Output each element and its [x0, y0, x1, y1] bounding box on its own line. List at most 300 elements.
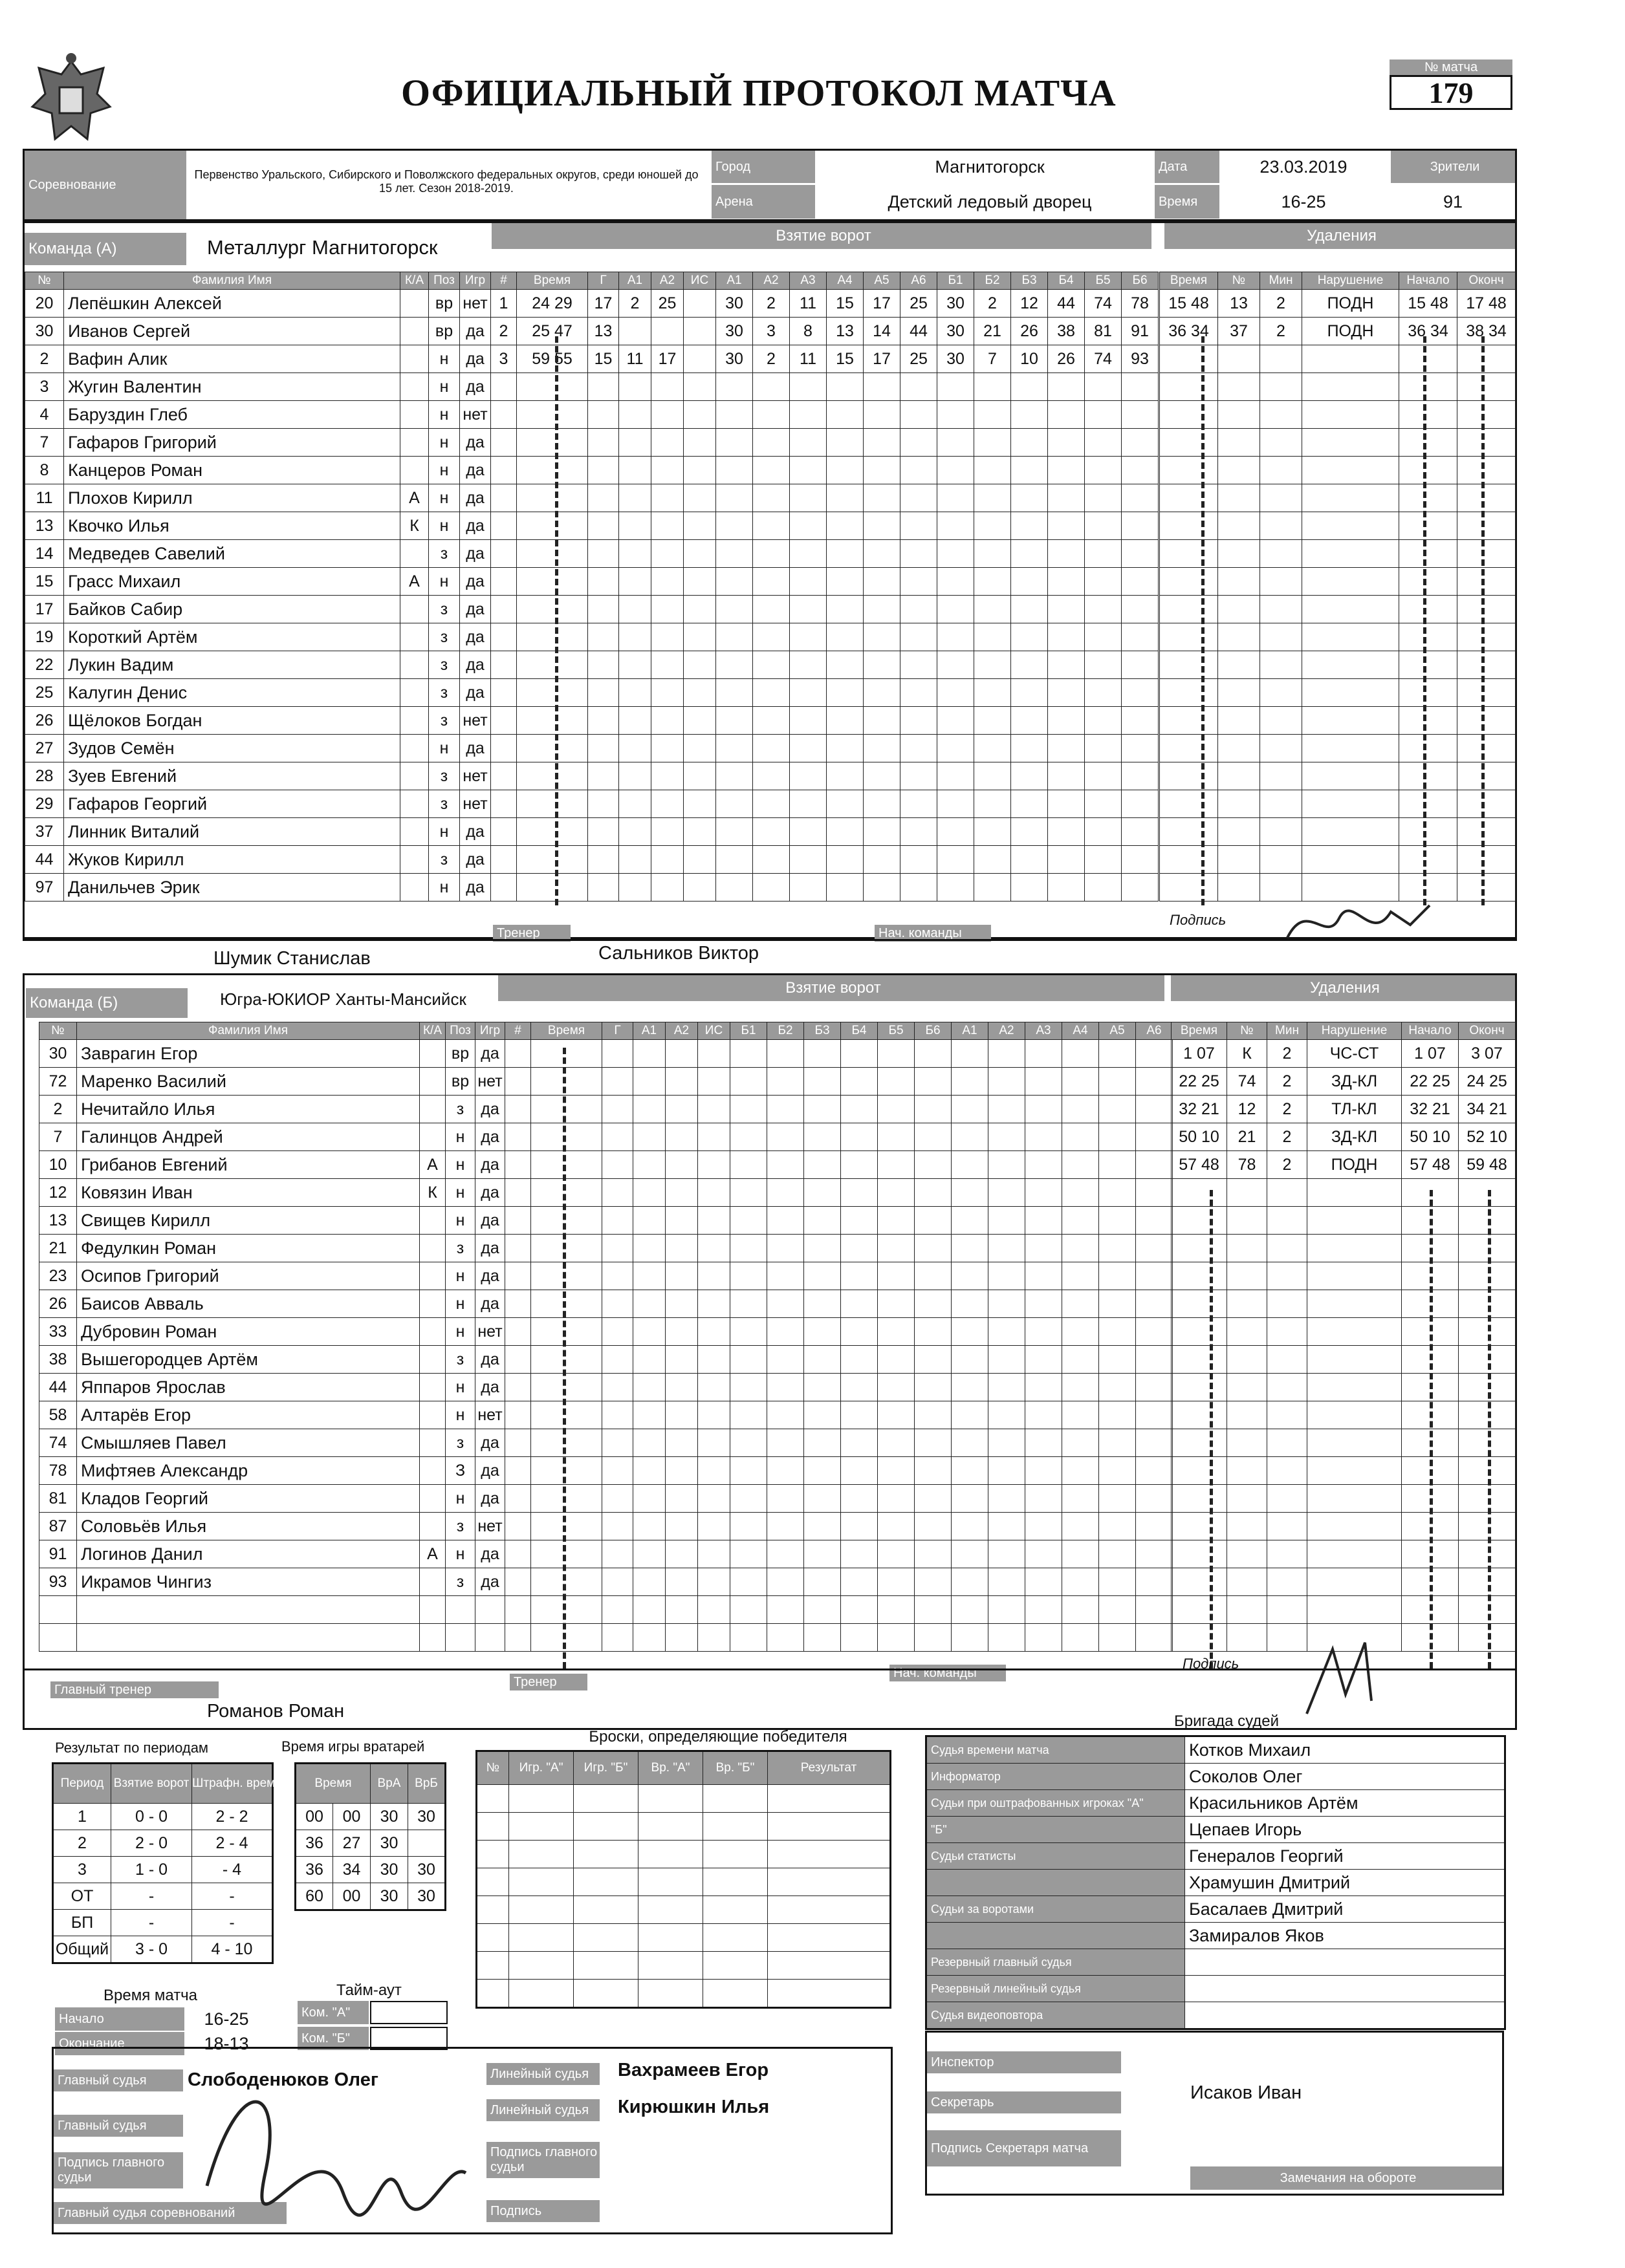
goal-row [491, 790, 1159, 818]
penalty-row [1160, 623, 1516, 651]
goal-cell [878, 1513, 915, 1540]
official-cell: Судьи при оштрафованных игроках "А" [926, 1790, 1185, 1817]
goal-cell [804, 1485, 841, 1513]
penalty-cell [1302, 373, 1399, 401]
goal-cell [900, 874, 937, 902]
goal-cell [878, 1151, 915, 1179]
penalty-cell [1172, 1429, 1227, 1457]
header-cell: Штрафн. время [192, 1764, 273, 1804]
goal-cell: 25 47 [517, 318, 588, 345]
goal-cell: 17 [864, 345, 900, 373]
penalty-row [1172, 1318, 1516, 1346]
goal-cell: 2 [974, 290, 1011, 318]
goal-cell [974, 846, 1011, 874]
penalty-cell [1457, 540, 1516, 568]
goal-cell [491, 707, 517, 735]
goal-cell: 1 [491, 290, 517, 318]
sig-secretary-label: Подпись Секретаря матча [927, 2130, 1121, 2166]
goal-cell [1136, 1429, 1173, 1457]
goal-cell [878, 1401, 915, 1429]
goal-cell [974, 762, 1011, 790]
goal-cell [684, 373, 716, 401]
penalty-cell: 2 [1267, 1068, 1307, 1096]
player-cell: да [460, 735, 491, 762]
table-row [477, 1751, 891, 1785]
goal-cell [684, 512, 716, 540]
penalty-cell [1302, 846, 1399, 874]
goal-cell [491, 596, 517, 623]
player-cell: Плохов Кирилл [64, 484, 400, 512]
goal-cell: 91 [1122, 318, 1159, 345]
penalty-cell [1302, 512, 1399, 540]
goal-cell [827, 373, 864, 401]
goal-cell [1048, 651, 1085, 679]
goal-row [505, 1429, 1173, 1457]
goal-row [491, 345, 1159, 373]
player-cell: 7 [39, 1123, 77, 1151]
goal-cell [753, 679, 790, 707]
goal-cell [790, 762, 827, 790]
goal-cell [937, 401, 974, 429]
player-cell: Баруздин Глеб [64, 401, 400, 429]
penalty-cell [1307, 1401, 1402, 1429]
player-cell: да [475, 1457, 505, 1485]
goal-cell [684, 679, 716, 707]
header-cell: Б5 [878, 1022, 915, 1040]
goal-cell [698, 1374, 730, 1401]
shootout-cell [477, 1868, 509, 1896]
penalty-cell: 59 48 [1459, 1151, 1516, 1179]
goal-cell [602, 1318, 633, 1346]
goal-cell [841, 1068, 878, 1096]
penalty-cell [1267, 1513, 1307, 1540]
header-cell: ВрА [371, 1764, 408, 1804]
goal-cell [666, 1318, 698, 1346]
goal-cell [698, 1457, 730, 1485]
player-cell: Икрамов Чингиз [77, 1568, 420, 1596]
goalie-cell: 30 [408, 1804, 446, 1830]
player-cell: 37 [25, 818, 64, 846]
match-start-label: Начало [55, 2007, 184, 2031]
goal-cell [1099, 1540, 1136, 1568]
header-cell: № [477, 1751, 509, 1785]
goal-cell [633, 1151, 666, 1179]
goal-cell [1085, 735, 1122, 762]
header-cell: А2 [988, 1022, 1025, 1040]
goal-cell [1099, 1401, 1136, 1429]
player-cell: Жуков Кирилл [64, 846, 400, 874]
goal-row [505, 1346, 1173, 1374]
secretary-label: Секретарь [927, 2091, 1121, 2113]
player-cell [400, 596, 429, 623]
official-row [926, 1843, 1505, 1870]
player-cell: вр [429, 290, 460, 318]
goal-cell [790, 568, 827, 596]
goal-cell [1025, 1151, 1062, 1179]
player-cell: з [429, 790, 460, 818]
shootout-cell [768, 1785, 891, 1813]
goal-cell [878, 1207, 915, 1235]
goal-row [505, 1485, 1173, 1513]
goal-cell [505, 1123, 531, 1151]
player-cell [420, 1318, 446, 1346]
player-cell: 44 [25, 846, 64, 874]
penalty-cell [1457, 457, 1516, 484]
goal-cell [633, 1290, 666, 1318]
goal-cell [651, 762, 684, 790]
team-a-roster [25, 272, 491, 902]
player-cell: да [460, 651, 491, 679]
header-cell: Начало [1402, 1022, 1459, 1040]
header-cell: А1 [633, 1022, 666, 1040]
goal-cell [633, 1346, 666, 1374]
period-cell: 3 [53, 1857, 111, 1883]
official-cell: Соколов Олег [1185, 1764, 1505, 1790]
goal-cell [1136, 1123, 1173, 1151]
goal-cell [588, 596, 619, 623]
penalty-cell [1307, 1513, 1402, 1540]
goal-cell [684, 762, 716, 790]
goal-cell [619, 429, 651, 457]
player-row [25, 623, 491, 651]
goal-cell [804, 1179, 841, 1207]
player-cell: н [446, 1318, 475, 1346]
goal-cell [1062, 1290, 1099, 1318]
goal-cell [1085, 679, 1122, 707]
goal-cell [602, 1040, 633, 1068]
goal-cell [974, 568, 1011, 596]
goal-cell [1011, 540, 1048, 568]
shootout-cell [574, 1841, 638, 1868]
official-row [926, 1976, 1505, 2002]
goal-cell [684, 457, 716, 484]
spectators-label: Зрители [1391, 151, 1515, 183]
goal-cell [1048, 818, 1085, 846]
shootout-cell [638, 1841, 703, 1868]
player-row [25, 373, 491, 401]
team-a-head-coach: Шумик Станислав [213, 948, 371, 969]
goal-cell [517, 735, 588, 762]
period-cell: 1 - 0 [111, 1857, 192, 1883]
goal-cell [827, 596, 864, 623]
goal-cell [619, 373, 651, 401]
header-cell: Фамилия Имя [64, 272, 400, 290]
penalty-cell [1302, 568, 1399, 596]
penalty-cell: 12 [1227, 1096, 1267, 1123]
penalty-cell [1459, 1457, 1516, 1485]
goal-cell [716, 874, 753, 902]
goal-cell [1011, 401, 1048, 429]
penalty-cell [1457, 679, 1516, 707]
header-cell: Взятие ворот [111, 1764, 192, 1804]
goal-cell [841, 1374, 878, 1401]
goal-cell [1062, 1151, 1099, 1179]
goal-cell [730, 1346, 767, 1374]
penalty-cell [1302, 401, 1399, 429]
goal-cell [531, 1624, 602, 1652]
player-cell [420, 1401, 446, 1429]
header-cell: Фамилия Имя [77, 1022, 420, 1040]
player-cell [420, 1235, 446, 1262]
goal-cell [952, 1429, 988, 1457]
goal-cell [952, 1262, 988, 1290]
goal-cell [588, 484, 619, 512]
table-row [296, 1764, 446, 1804]
goal-cell [716, 679, 753, 707]
goal-cell [952, 1123, 988, 1151]
penalty-cell: 57 48 [1172, 1151, 1227, 1179]
team-a-label: Команда (А) [25, 233, 186, 265]
penalty-cell [1160, 596, 1218, 623]
player-cell: н [446, 1485, 475, 1513]
penalty-cell [1218, 540, 1260, 568]
remarks-label: Замечания на обороте [1190, 2166, 1502, 2190]
penalty-cell: 15 48 [1160, 290, 1218, 318]
team-a-signature-icon [1281, 899, 1436, 951]
period-cell: - [111, 1910, 192, 1936]
official-cell: Красильников Артём [1185, 1790, 1505, 1817]
goal-cell [1025, 1485, 1062, 1513]
penalty-cell: 74 [1227, 1068, 1267, 1096]
penalty-cell [1459, 1318, 1516, 1346]
goal-cell [864, 818, 900, 846]
team-a-goals-title: Взятие ворот [492, 223, 1151, 249]
player-cell: н [429, 818, 460, 846]
goal-cell [915, 1096, 952, 1123]
goal-cell [804, 1235, 841, 1262]
penalty-cell [1459, 1540, 1516, 1568]
player-cell: нет [460, 401, 491, 429]
secretary-name: Исаков Иван [1190, 2082, 1302, 2103]
goal-cell: 17 [864, 290, 900, 318]
penalty-cell [1218, 623, 1260, 651]
penalty-cell [1399, 735, 1457, 762]
goal-cell [602, 1096, 633, 1123]
goalie-cell: 30 [371, 1857, 408, 1883]
goal-row [491, 762, 1159, 790]
goal-cell [753, 568, 790, 596]
shootout-cell [703, 1980, 768, 2008]
penalty-row [1160, 373, 1516, 401]
goal-cell: 24 29 [517, 290, 588, 318]
goal-cell [753, 623, 790, 651]
goal-cell [1011, 762, 1048, 790]
goalie-cell: 00 [333, 1883, 371, 1910]
goal-cell [900, 735, 937, 762]
goal-cell [937, 874, 974, 902]
goal-cell [531, 1207, 602, 1235]
penalty-cell [1227, 1207, 1267, 1235]
player-cell: Гафаров Георгий [64, 790, 400, 818]
player-cell: нет [475, 1318, 505, 1346]
goal-row [505, 1290, 1173, 1318]
player-cell: 11 [25, 484, 64, 512]
goal-cell [505, 1485, 531, 1513]
goal-cell [864, 762, 900, 790]
penalty-cell [1302, 679, 1399, 707]
goalie-row [296, 1883, 446, 1910]
goal-cell [491, 651, 517, 679]
goal-cell [1085, 790, 1122, 818]
goal-cell [915, 1207, 952, 1235]
player-cell: 12 [39, 1179, 77, 1207]
penalty-cell [1227, 1318, 1267, 1346]
penalty-cell [1218, 568, 1260, 596]
goal-cell [864, 512, 900, 540]
shootout-cell [509, 1813, 574, 1841]
player-cell: н [429, 568, 460, 596]
goal-cell [988, 1540, 1025, 1568]
match-end: 18-13 [204, 2033, 249, 2053]
player-cell: К [400, 512, 429, 540]
goal-cell [1025, 1624, 1062, 1652]
goal-cell [505, 1262, 531, 1290]
goal-cell [1122, 651, 1159, 679]
goal-cell [753, 818, 790, 846]
goal-cell [505, 1429, 531, 1457]
player-cell: з [429, 762, 460, 790]
penalty-row [1172, 1123, 1516, 1151]
period-row [53, 1936, 273, 1963]
timeout-b-label: Ком. "Б" [298, 2027, 369, 2050]
player-cell: Вафин Алик [64, 345, 400, 373]
goal-cell [619, 790, 651, 818]
goal-cell [698, 1346, 730, 1374]
goal-cell [988, 1151, 1025, 1179]
goal-cell [937, 846, 974, 874]
penalty-cell [1260, 846, 1302, 874]
player-cell: н [429, 345, 460, 373]
goal-cell [588, 735, 619, 762]
penalty-cell [1399, 623, 1457, 651]
goal-cell [1099, 1262, 1136, 1290]
goal-cell [1025, 1235, 1062, 1262]
penalty-cell [1227, 1540, 1267, 1568]
goal-cell [767, 1457, 804, 1485]
shootout-cell [638, 1952, 703, 1980]
goal-row [491, 512, 1159, 540]
player-row [39, 1123, 505, 1151]
goal-cell [684, 735, 716, 762]
player-cell: да [460, 596, 491, 623]
goal-cell [517, 429, 588, 457]
penalty-cell [1218, 707, 1260, 735]
goal-cell [1122, 429, 1159, 457]
period-row [53, 1857, 273, 1883]
goal-cell [937, 457, 974, 484]
goal-cell [878, 1123, 915, 1151]
shootout-cell [703, 1896, 768, 1924]
goal-cell [1011, 568, 1048, 596]
goal-cell [878, 1235, 915, 1262]
official-row [926, 1790, 1505, 1817]
goal-cell [790, 790, 827, 818]
shootout-cell [509, 1924, 574, 1952]
penalty-cell [1302, 762, 1399, 790]
goal-cell [900, 373, 937, 401]
player-cell [39, 1596, 77, 1624]
penalty-cell [1227, 1457, 1267, 1485]
goal-cell [937, 596, 974, 623]
goal-cell [952, 1096, 988, 1123]
penalty-cell [1307, 1540, 1402, 1568]
goal-row [491, 818, 1159, 846]
goal-cell [666, 1346, 698, 1374]
player-cell [420, 1568, 446, 1596]
goal-cell [588, 457, 619, 484]
player-row [39, 1401, 505, 1429]
goal-cell [1085, 457, 1122, 484]
goal-cell [952, 1179, 988, 1207]
penalty-cell [1459, 1624, 1516, 1652]
goal-cell [1011, 512, 1048, 540]
player-row [39, 1457, 505, 1485]
goal-cell [790, 457, 827, 484]
player-cell: н [429, 484, 460, 512]
player-row [39, 1068, 505, 1096]
goal-cell [1062, 1540, 1099, 1568]
penalty-cell [1399, 401, 1457, 429]
goal-cell [767, 1179, 804, 1207]
goal-cell [684, 818, 716, 846]
goal-cell [531, 1179, 602, 1207]
goal-cell [633, 1485, 666, 1513]
official-cell [1185, 2002, 1505, 2029]
goal-cell [988, 1068, 1025, 1096]
goal-cell [1025, 1040, 1062, 1068]
goal-cell [952, 1235, 988, 1262]
penalty-row [1172, 1096, 1516, 1123]
goal-cell [602, 1624, 633, 1652]
penalty-cell [1307, 1485, 1402, 1513]
goal-cell [619, 735, 651, 762]
goal-cell [1122, 568, 1159, 596]
goal-cell [827, 623, 864, 651]
player-cell: нет [460, 707, 491, 735]
player-row [39, 1207, 505, 1235]
goal-cell [841, 1568, 878, 1596]
goal-cell [900, 484, 937, 512]
inspector-label: Инспектор [927, 2051, 1121, 2073]
goal-cell [517, 623, 588, 651]
goal-cell [666, 1207, 698, 1235]
goal-cell [841, 1401, 878, 1429]
player-cell [400, 318, 429, 345]
goal-cell [1122, 735, 1159, 762]
goal-cell: 44 [1048, 290, 1085, 318]
goal-cell [1011, 846, 1048, 874]
penalty-cell [1307, 1179, 1402, 1207]
header-cell: Б2 [767, 1022, 804, 1040]
player-row [25, 429, 491, 457]
player-row [25, 401, 491, 429]
penalty-cell [1267, 1179, 1307, 1207]
goal-cell [666, 1624, 698, 1652]
goal-cell [1062, 1374, 1099, 1401]
goal-cell [767, 1568, 804, 1596]
player-cell: да [475, 1151, 505, 1179]
goal-cell [878, 1346, 915, 1374]
penalty-cell [1457, 846, 1516, 874]
penalty-cell [1302, 651, 1399, 679]
penalty-cell [1260, 540, 1302, 568]
goal-cell [698, 1235, 730, 1262]
goal-cell [864, 874, 900, 902]
player-cell [400, 790, 429, 818]
penalty-cell [1457, 373, 1516, 401]
penalty-cell [1160, 679, 1218, 707]
goal-cell [651, 679, 684, 707]
